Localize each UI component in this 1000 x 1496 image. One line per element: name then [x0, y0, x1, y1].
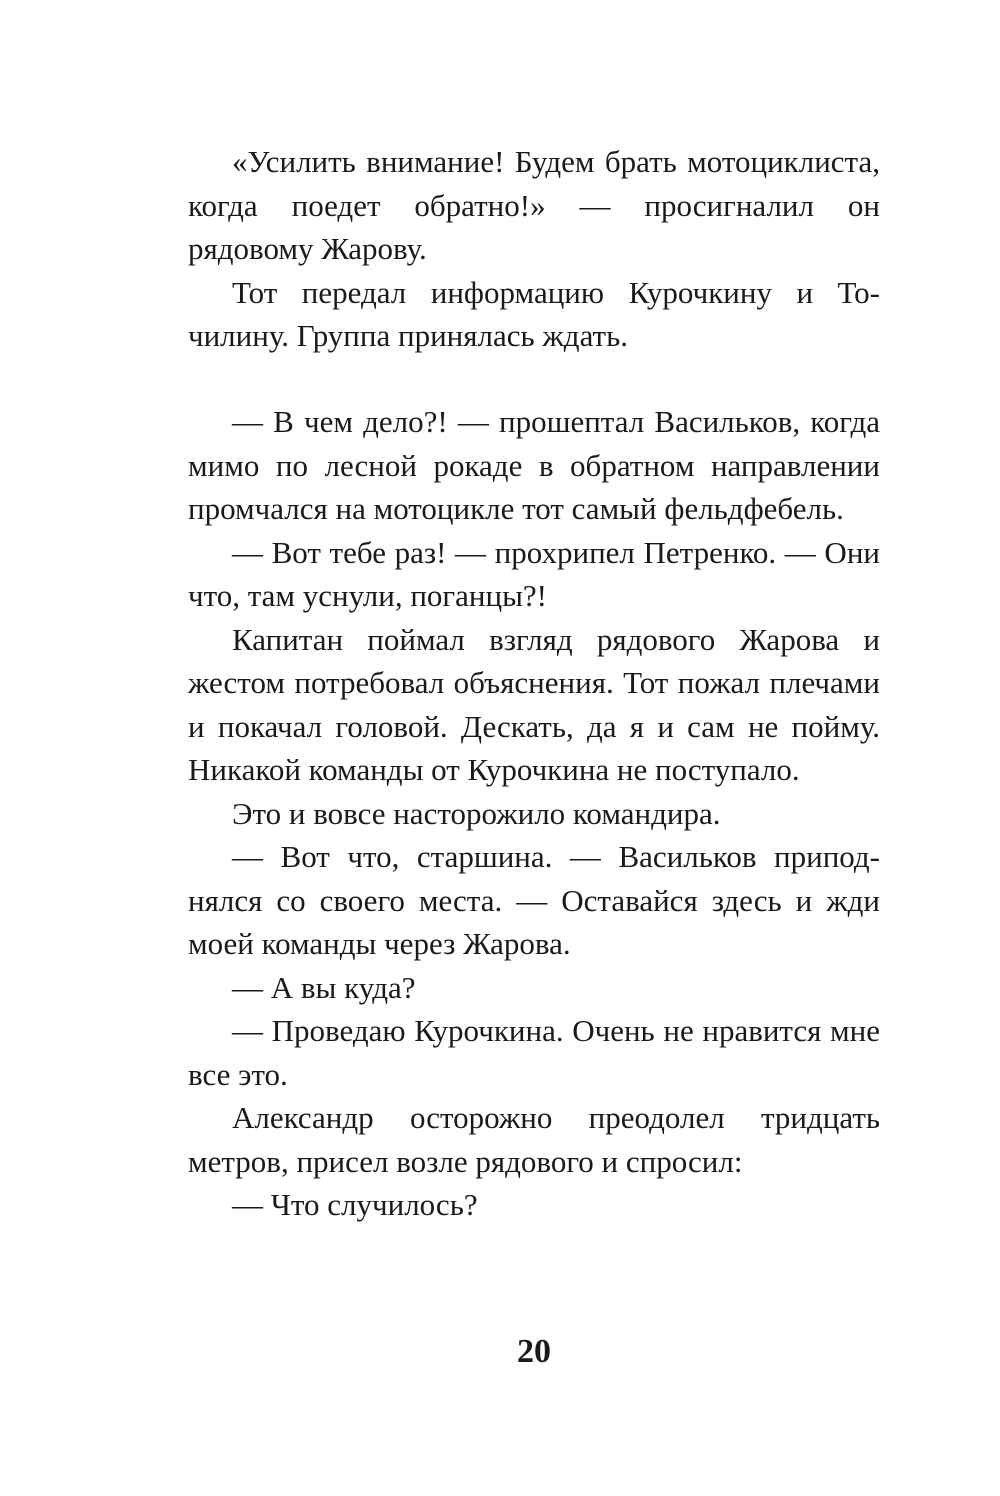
- book-page: [188, 0, 880, 1496]
- paragraph: — Вот что, старшина. — Васильков приподнялся со своего места. — Оставайся здесь и жди моей команды через Жарова.: [188, 839, 880, 961]
- paragraph: Тот передал информацию Курочкину и Точилину. Группа принялась ждать.: [188, 274, 880, 353]
- text-section-1: [188, 140, 880, 358]
- paragraph: — В чем дело?! — прошептал Васильков, когда мимо по лесной рокаде в обратном направлении промчался на мотоцикле тот самый фельдфебель.: [188, 404, 880, 526]
- paragraph: Это и вовсе насторожило командира.: [232, 795, 721, 831]
- paragraph: — А вы куда?: [232, 969, 416, 1005]
- paragraph: — Вот тебе раз! — прохрипел Петренко. — Они что, там уснули, поганцы?!: [188, 534, 880, 613]
- paragraph: «Усилить внимание! Будем брать мотоциклиста, когда поедет обратно!» — просигналил он рядовому Жарову.: [188, 144, 880, 266]
- paragraph: Капитан поймал взгляд рядового Жарова и жестом потребовал объяснения. Тот пожал плечами и покачал головой. Дескать, да я и сам не пойму. Никакой команды от Курочкина не поступало.: [188, 621, 880, 787]
- paragraph: Александр осторожно преодолел тридцать метров, присел возле рядового и спросил:: [188, 1100, 880, 1179]
- paragraph: — Что случилось?: [232, 1187, 478, 1222]
- text-section-2: [188, 400, 880, 1227]
- paragraph: — Проведаю Курочкина. Очень не нравится мне все это.: [188, 1013, 880, 1092]
- page-number: 20: [517, 1333, 551, 1370]
